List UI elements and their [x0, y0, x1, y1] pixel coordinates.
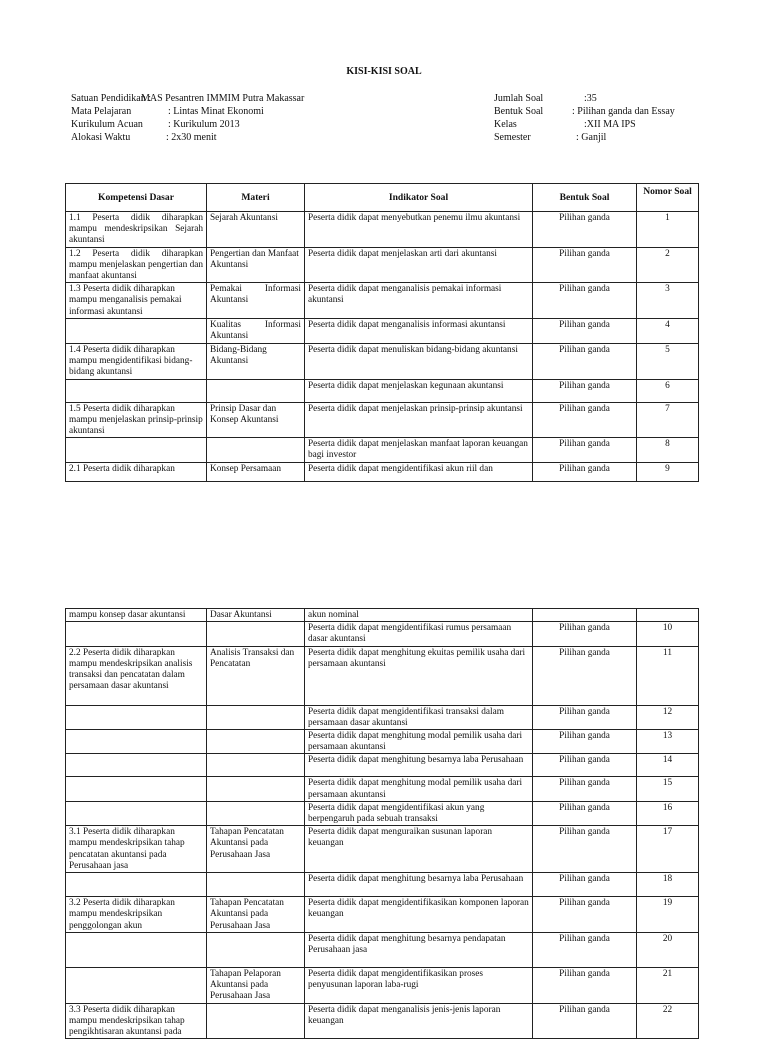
indikator-cell: Peserta didik dapat menjelaskan prinsip-prinsip akuntansi — [305, 402, 533, 438]
bentuk-soal-cell: Pilihan ganda — [533, 247, 637, 283]
indikator-cell: Peserta didik dapat menganalisis pemakai informasi akuntansi — [305, 283, 533, 319]
materi-cell: Analisis Transaksi dan Pencatatan — [207, 646, 305, 705]
materi-cell: Prinsip Dasar dan Konsep Akuntansi — [207, 402, 305, 438]
materi-cell — [207, 777, 305, 801]
table-row — [66, 801, 699, 825]
bentuk-soal-cell: Pilihan ganda — [533, 897, 637, 933]
bentuk-soal-cell: Pilihan ganda — [533, 754, 637, 777]
nomor-soal-cell: 13 — [637, 730, 699, 754]
table-row — [66, 967, 699, 1003]
table-row — [66, 873, 699, 897]
table-row — [66, 754, 699, 777]
header-right-info — [494, 92, 675, 144]
bentuk-soal-cell: Pilihan ganda — [533, 402, 637, 438]
indikator-cell: Peserta didik dapat mengidentifikasikan proses penyusunan laporan laba-rugi — [305, 967, 533, 1003]
table-row — [66, 343, 699, 379]
kd-cell: 1.1 Peserta didik diharapkan mampu mendeskripsikan Sejarah akuntansi — [66, 212, 207, 248]
nomor-soal-cell: 2 — [637, 247, 699, 283]
table-row — [66, 319, 699, 343]
header-left-info — [71, 92, 304, 144]
indikator-cell: Peserta didik dapat menghitung besarnya pendapatan Perusahaan jasa — [305, 932, 533, 967]
nomor-soal-cell: 15 — [637, 777, 699, 801]
nomor-soal-cell: 16 — [637, 801, 699, 825]
bentuk-soal-cell: Pilihan ganda — [533, 379, 637, 402]
nomor-soal-cell: 6 — [637, 379, 699, 402]
header-field — [71, 92, 304, 105]
header-field-label: Semester — [494, 132, 531, 143]
col-header-materi: Materi — [207, 184, 305, 212]
materi-cell — [207, 754, 305, 777]
header-field-label: Kelas — [494, 119, 517, 130]
materi-cell: Tahapan Pelaporan Akuntansi pada Perusahaan Jasa — [207, 967, 305, 1003]
nomor-soal-cell: 5 — [637, 343, 699, 379]
nomor-soal-cell: 4 — [637, 319, 699, 343]
nomor-soal-cell: 18 — [637, 873, 699, 897]
indikator-cell: akun nominal — [305, 609, 533, 622]
bentuk-soal-cell: Pilihan ganda — [533, 438, 637, 462]
header-field — [494, 131, 675, 144]
header-field — [71, 118, 304, 131]
header-field-value: MAS Pesantren IMMIM Putra Makassar — [141, 93, 305, 104]
header-field-value: :35 — [584, 93, 597, 104]
nomor-soal-cell: 11 — [637, 646, 699, 705]
bentuk-soal-cell: Pilihan ganda — [533, 705, 637, 729]
materi-cell: Pemakai Informasi Akuntansi — [207, 283, 305, 319]
kd-cell — [66, 705, 207, 729]
nomor-soal-cell: 3 — [637, 283, 699, 319]
table-row — [66, 438, 699, 462]
materi-cell — [207, 438, 305, 462]
table-row — [66, 777, 699, 801]
header-field-label: Jumlah Soal — [494, 93, 544, 104]
bentuk-soal-cell: Pilihan ganda — [533, 646, 637, 705]
nomor-soal-cell: 17 — [637, 826, 699, 873]
header-field-value: : Lintas Minat Ekonomi — [168, 106, 264, 117]
indikator-cell: Peserta didik dapat menghitung ekuitas pemilik usaha dari persamaan akuntansi — [305, 646, 533, 705]
nomor-soal-cell: 1 — [637, 212, 699, 248]
indikator-cell: Peserta didik dapat menghitung besarnya laba Perusahaan — [305, 873, 533, 897]
col-header-indikator-soal: Indikator Soal — [305, 184, 533, 212]
kd-cell: 3.3 Peserta didik diharapkan mampu mendeskripsikan tahap pengikhtisaran akuntansi pada — [66, 1003, 207, 1039]
materi-cell: Tahapan Pencatatan Akuntansi pada Perusahaan Jasa — [207, 897, 305, 933]
indikator-cell: Peserta didik dapat menjelaskan kegunaan akuntansi — [305, 379, 533, 402]
bentuk-soal-cell: Pilihan ganda — [533, 932, 637, 967]
table-row — [66, 379, 699, 402]
nomor-soal-cell: 20 — [637, 932, 699, 967]
indikator-cell: Peserta didik dapat mengidentifikasi transaksi dalam persamaan dasar akuntansi — [305, 705, 533, 729]
kd-cell — [66, 754, 207, 777]
kd-cell: 1.2 Peserta didik diharapkan mampu menjelaskan pengertian dan manfaat akuntansi — [66, 247, 207, 283]
bentuk-soal-cell — [533, 609, 637, 622]
kd-cell — [66, 932, 207, 967]
header-field-value: : Pilihan ganda dan Essay — [572, 106, 675, 117]
bentuk-soal-cell: Pilihan ganda — [533, 826, 637, 873]
materi-cell: Tahapan Pencatatan Akuntansi pada Perusahaan Jasa — [207, 826, 305, 873]
nomor-soal-cell: 21 — [637, 967, 699, 1003]
kd-cell: 1.3 Peserta didik diharapkan mampu menganalisis pemakai informasi akuntansi — [66, 283, 207, 319]
materi-cell: Bidang-Bidang Akuntansi — [207, 343, 305, 379]
header-field — [494, 92, 675, 105]
table-row — [66, 705, 699, 729]
table-row — [66, 730, 699, 754]
document-title: KISI-KISI SOAL — [346, 66, 422, 77]
kd-cell — [66, 730, 207, 754]
kd-cell — [66, 777, 207, 801]
nomor-soal-cell: 9 — [637, 462, 699, 481]
header-field-label: Bentuk Soal — [494, 106, 544, 117]
materi-cell — [207, 801, 305, 825]
materi-cell: Pengertian dan Manfaat Akuntansi — [207, 247, 305, 283]
table-row — [66, 402, 699, 438]
nomor-soal-cell: 12 — [637, 705, 699, 729]
kd-cell — [66, 319, 207, 343]
header-field — [494, 118, 675, 131]
indikator-cell: Peserta didik dapat menuliskan bidang-bidang akuntansi — [305, 343, 533, 379]
kd-cell: 1.4 Peserta didik diharapkan mampu mengidentifikasi bidang-bidang akuntansi — [66, 343, 207, 379]
indikator-cell: Peserta didik dapat mengidentifikasi rumus persamaan dasar akuntansi — [305, 622, 533, 646]
bentuk-soal-cell: Pilihan ganda — [533, 777, 637, 801]
kd-cell: 2.1 Peserta didik diharapkan — [66, 462, 207, 481]
materi-cell — [207, 1003, 305, 1039]
indikator-cell: Peserta didik dapat mengidentifikasi akun yang berpengaruh pada sebuah transaksi — [305, 801, 533, 825]
header-field-value: : Ganjil — [576, 132, 607, 143]
materi-cell: Kualitas Informasi Akuntansi — [207, 319, 305, 343]
nomor-soal-cell: 10 — [637, 622, 699, 646]
materi-cell — [207, 730, 305, 754]
bentuk-soal-cell: Pilihan ganda — [533, 967, 637, 1003]
indikator-cell: Peserta didik dapat mengidentifikasi akun riil dan — [305, 462, 533, 481]
indikator-cell: Peserta didik dapat menganalisis informasi akuntansi — [305, 319, 533, 343]
table-row — [66, 932, 699, 967]
kd-cell — [66, 967, 207, 1003]
table-row — [66, 646, 699, 705]
header-field-label: Mata Pelajaran — [71, 106, 132, 117]
kd-cell — [66, 438, 207, 462]
materi-cell: Sejarah Akuntansi — [207, 212, 305, 248]
header-field — [494, 105, 675, 118]
nomor-soal-cell: 7 — [637, 402, 699, 438]
bentuk-soal-cell: Pilihan ganda — [533, 462, 637, 481]
header-field — [71, 105, 304, 118]
nomor-soal-cell: 22 — [637, 1003, 699, 1039]
col-header-bentuk-soal: Bentuk Soal — [533, 184, 637, 212]
table-row — [66, 609, 699, 622]
indikator-cell: Peserta didik dapat menganalisis jenis-jenis laporan keuangan — [305, 1003, 533, 1039]
bentuk-soal-cell: Pilihan ganda — [533, 873, 637, 897]
kd-cell — [66, 873, 207, 897]
bentuk-soal-cell: Pilihan ganda — [533, 212, 637, 248]
indikator-cell: Peserta didik dapat menjelaskan arti dari akuntansi — [305, 247, 533, 283]
materi-cell — [207, 932, 305, 967]
materi-cell — [207, 379, 305, 402]
col-header-kompetensi-dasar: Kompetensi Dasar — [66, 184, 207, 212]
nomor-soal-cell: 14 — [637, 754, 699, 777]
bentuk-soal-cell: Pilihan ganda — [533, 343, 637, 379]
table-row — [66, 826, 699, 873]
indikator-cell: Peserta didik dapat menghitung besarnya laba Perusahaan — [305, 754, 533, 777]
header-field-label: Satuan Pendidikan : — [71, 93, 151, 104]
bentuk-soal-cell: Pilihan ganda — [533, 801, 637, 825]
table-row — [66, 462, 699, 481]
table-row — [66, 1003, 699, 1039]
bentuk-soal-cell: Pilihan ganda — [533, 1003, 637, 1039]
nomor-soal-cell — [637, 609, 699, 622]
materi-cell — [207, 705, 305, 729]
kisi-kisi-table-page1 — [65, 183, 699, 482]
kd-cell — [66, 622, 207, 646]
header-field-value: : 2x30 menit — [166, 132, 217, 143]
table-row — [66, 897, 699, 933]
bentuk-soal-cell: Pilihan ganda — [533, 622, 637, 646]
header-field-label: Alokasi Waktu — [71, 132, 131, 143]
header-field-value: : Kurikulum 2013 — [168, 119, 240, 130]
header-field-value: :XII MA IPS — [584, 119, 636, 130]
kd-cell — [66, 379, 207, 402]
bentuk-soal-cell: Pilihan ganda — [533, 319, 637, 343]
kisi-kisi-table-page2 — [65, 608, 699, 1039]
materi-cell: Dasar Akuntansi — [207, 609, 305, 622]
nomor-soal-cell: 8 — [637, 438, 699, 462]
materi-cell: Konsep Persamaan — [207, 462, 305, 481]
indikator-cell: Peserta didik dapat mengidentifikasikan komponen laporan keuangan — [305, 897, 533, 933]
materi-cell — [207, 873, 305, 897]
indikator-cell: Peserta didik dapat menghitung modal pemilik usaha dari persamaan akuntansi — [305, 777, 533, 801]
table-row — [66, 283, 699, 319]
indikator-cell: Peserta didik dapat menghitung modal pemilik usaha dari persamaan akuntansi — [305, 730, 533, 754]
kd-cell: 1.5 Peserta didik diharapkan mampu menjelaskan prinsip-prinsip akuntansi — [66, 402, 207, 438]
header-field — [71, 131, 304, 144]
indikator-cell: Peserta didik dapat menyebutkan penemu ilmu akuntansi — [305, 212, 533, 248]
kd-cell: 2.2 Peserta didik diharapkan mampu mendeskripsikan analisis transaksi dan pencatatan dalam persamaan dasar akuntansi — [66, 646, 207, 705]
bentuk-soal-cell: Pilihan ganda — [533, 283, 637, 319]
indikator-cell: Peserta didik dapat menjelaskan manfaat laporan keuangan bagi investor — [305, 438, 533, 462]
header-field-label: Kurikulum Acuan — [71, 119, 143, 130]
bentuk-soal-cell: Pilihan ganda — [533, 730, 637, 754]
kd-cell: mampu konsep dasar akuntansi — [66, 609, 207, 622]
materi-cell — [207, 622, 305, 646]
nomor-soal-cell: 19 — [637, 897, 699, 933]
kd-cell — [66, 801, 207, 825]
kd-cell: 3.2 Peserta didik diharapkan mampu mendeskripsikan penggolongan akun — [66, 897, 207, 933]
kd-cell: 3.1 Peserta didik diharapkan mampu mendeskripsikan tahap pencatatan akuntansi pada Perusahaan jasa — [66, 826, 207, 873]
table-row — [66, 212, 699, 248]
col-header-nomor-soal: Nomor Soal — [637, 184, 699, 212]
indikator-cell: Peserta didik dapat menguraikan susunan laporan keuangan — [305, 826, 533, 873]
table-row — [66, 247, 699, 283]
table-row — [66, 622, 699, 646]
